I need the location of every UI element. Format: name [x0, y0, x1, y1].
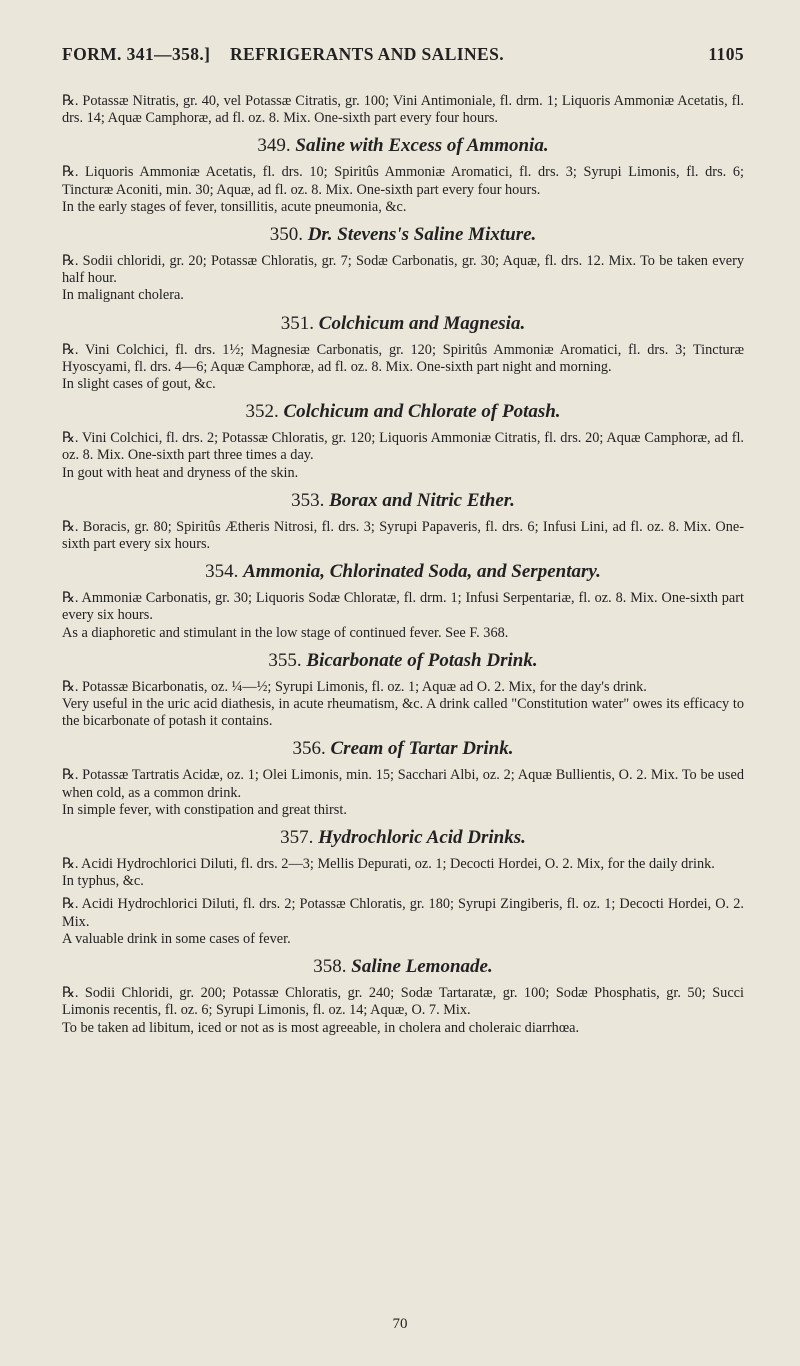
formula-356-heading [62, 738, 744, 760]
formula-356-indication: In simple fever, with constipation and great thirst. [62, 801, 347, 818]
formula-354-heading [62, 561, 744, 583]
header-title: REFRIGERANTS AND SALINES. [230, 44, 505, 64]
formula-number: 352. [245, 401, 279, 423]
formula-351-heading [62, 313, 744, 335]
formula-title: Saline with Excess of Ammonia. [295, 135, 549, 157]
formula-title: Saline Lemonade. [351, 956, 493, 978]
formula-349-heading [62, 135, 744, 157]
formula-350-heading [62, 224, 744, 246]
formula-351-indication: In slight cases of gout, &c. [62, 376, 216, 393]
formula-number: 355. [268, 649, 302, 671]
formula-number: 351. [280, 312, 315, 334]
formula-355-prescription: ℞. Potassæ Bicarbonatis, oz. ¼—½; Syrupi Limonis, fl. oz. 1; Aquæ ad O. 2. Mix, for the day's drink. [62, 678, 647, 695]
formula-title: Cream of Tartar Drink. [330, 738, 514, 760]
formula-358-prescription: ℞. Sodii Chloridi, gr. 200; Potassæ Chloratis, gr. 240; Sodæ Tartaratæ, gr. 100; Sodæ Phosphatis, gr. 50; Succi Limonis recentis, fl. oz. 6; Syrupi Limonis, fl. oz. 14; Aquæ, O. 7. Mix. [62, 985, 744, 1019]
formula-358-indication: To be taken ad libitum, iced or not as is most agreeable, in cholera and choleraic diarrhœa. [62, 1019, 580, 1036]
formula-349-prescription: ℞. Liquoris Ammoniæ Acetatis, fl. drs. 10; Spiritûs Ammoniæ Aromatici, fl. drs. 3; Syrupi Limonis, fl. drs. 6; Tincturæ Aconiti, min. 30; Aquæ, ad fl. oz. 8. Mix. One-sixth part every four hours. [62, 164, 744, 198]
formula-357-indication: In typhus, &c. [62, 873, 144, 890]
formula-number: 350. [269, 224, 303, 246]
header-page-number: 1105 [708, 44, 744, 64]
formula-number: 358. [313, 956, 347, 978]
formula-351-prescription: ℞. Vini Colchici, fl. drs. 1½; Magnesiæ Carbonatis, gr. 120; Spiritûs Ammoniæ Aromatici, fl. drs. 3; Tincturæ Hyoscyami, fl. drs. 4—6; Aquæ Camphoræ, ad fl. oz. 8. Mix. One-sixth part night and morning. [62, 341, 744, 375]
running-header [62, 44, 744, 68]
formula-357-prescription: ℞. Acidi Hydrochlorici Diluti, fl. drs. 2—3; Mellis Depurati, oz. 1; Decocti Hordei, O. 2. Mix, for the daily drink. [62, 856, 715, 873]
formula-352-prescription: ℞. Vini Colchici, fl. drs. 2; Potassæ Chloratis, gr. 120; Liquoris Ammoniæ Citratis, fl. drs. 20; Aquæ Camphoræ, ad fl. oz. 8. Mix. One-sixth part three times a day. [62, 430, 744, 464]
formula-number: 356. [292, 738, 326, 760]
page-body [62, 93, 744, 1037]
formula-title: Hydrochloric Acid Drinks. [318, 827, 526, 849]
formula-title: Bicarbonate of Potash Drink. [306, 649, 538, 671]
formula-358-heading [62, 956, 744, 978]
sheet-signature-number: 70 [392, 1316, 408, 1332]
formula-353-heading [62, 490, 744, 512]
formula-356-prescription: ℞. Potassæ Tartratis Acidæ, oz. 1; Olei Limonis, min. 15; Sacchari Albi, oz. 2; Aquæ Bullientis, O. 2. Mix. To be used when cold, as a common drink. [62, 767, 744, 801]
header-form-range: FORM. 341—358.] [62, 44, 211, 64]
formula-number: 354. [205, 561, 239, 583]
formula-title: Colchicum and Magnesia. [318, 312, 526, 334]
formula-number: 353. [291, 489, 325, 511]
formula-title: Borax and Nitric Ether. [329, 489, 515, 511]
formula-title: Ammonia, Chlorinated Soda, and Serpentary. [243, 561, 601, 583]
formula-357-indication-alt: A valuable drink in some cases of fever. [62, 930, 291, 947]
formula-350-prescription: ℞. Sodii chloridi, gr. 20; Potassæ Chloratis, gr. 7; Sodæ Carbonatis, gr. 30; Aquæ, fl. drs. 12. Mix. To be taken every half hour. [62, 253, 744, 287]
formula-354-prescription: ℞. Ammoniæ Carbonatis, gr. 30; Liquoris Sodæ Chloratæ, fl. drm. 1; Infusi Serpentariæ, fl. oz. 8. Mix. One-sixth part every six hours. [62, 590, 744, 624]
formula-352-heading [62, 401, 744, 423]
formula-number: 349. [257, 135, 291, 157]
formula-357-prescription-alt: ℞. Acidi Hydrochlorici Diluti, fl. drs. 2; Potassæ Chloratis, gr. 180; Syrupi Zingiberis, fl. oz. 1; Decocti Hordei, O. 2. Mix. [62, 896, 744, 930]
formula-title: Dr. Stevens's Saline Mixture. [307, 224, 537, 246]
formula-354-indication: As a diaphoretic and stimulant in the low stage of continued fever. See F. 368. [62, 624, 509, 641]
prescription-intro: ℞. Potassæ Nitratis, gr. 40, vel Potassæ Citratis, gr. 100; Vini Antimoniale, fl. drm. 1; Liquoris Ammoniæ Acetatis, fl. drs. 14; Aquæ Camphoræ, ad fl. oz. 8. Mix. One-sixth part every four hours. [62, 93, 744, 127]
formula-title: Colchicum and Chlorate of Potash. [283, 401, 561, 423]
formula-355-heading [62, 650, 744, 672]
formula-number: 357. [280, 827, 314, 849]
formula-349-indication: In the early stages of fever, tonsillitis, acute pneumonia, &c. [62, 198, 407, 215]
formula-352-indication: In gout with heat and dryness of the skin. [62, 464, 299, 481]
formula-355-indication: Very useful in the uric acid diathesis, in acute rheumatism, &c. A drink called "Constitution water" owes its efficacy to the bicarbonate of potash it contains. [62, 696, 744, 730]
formula-357-heading [62, 827, 744, 849]
formula-353-prescription: ℞. Boracis, gr. 80; Spiritûs Ætheris Nitrosi, fl. drs. 3; Syrupi Papaveris, fl. drs. 6; Infusi Lini, ad fl. oz. 8. Mix. One-sixth part every six hours. [62, 518, 744, 553]
formula-350-indication: In malignant cholera. [62, 287, 184, 304]
